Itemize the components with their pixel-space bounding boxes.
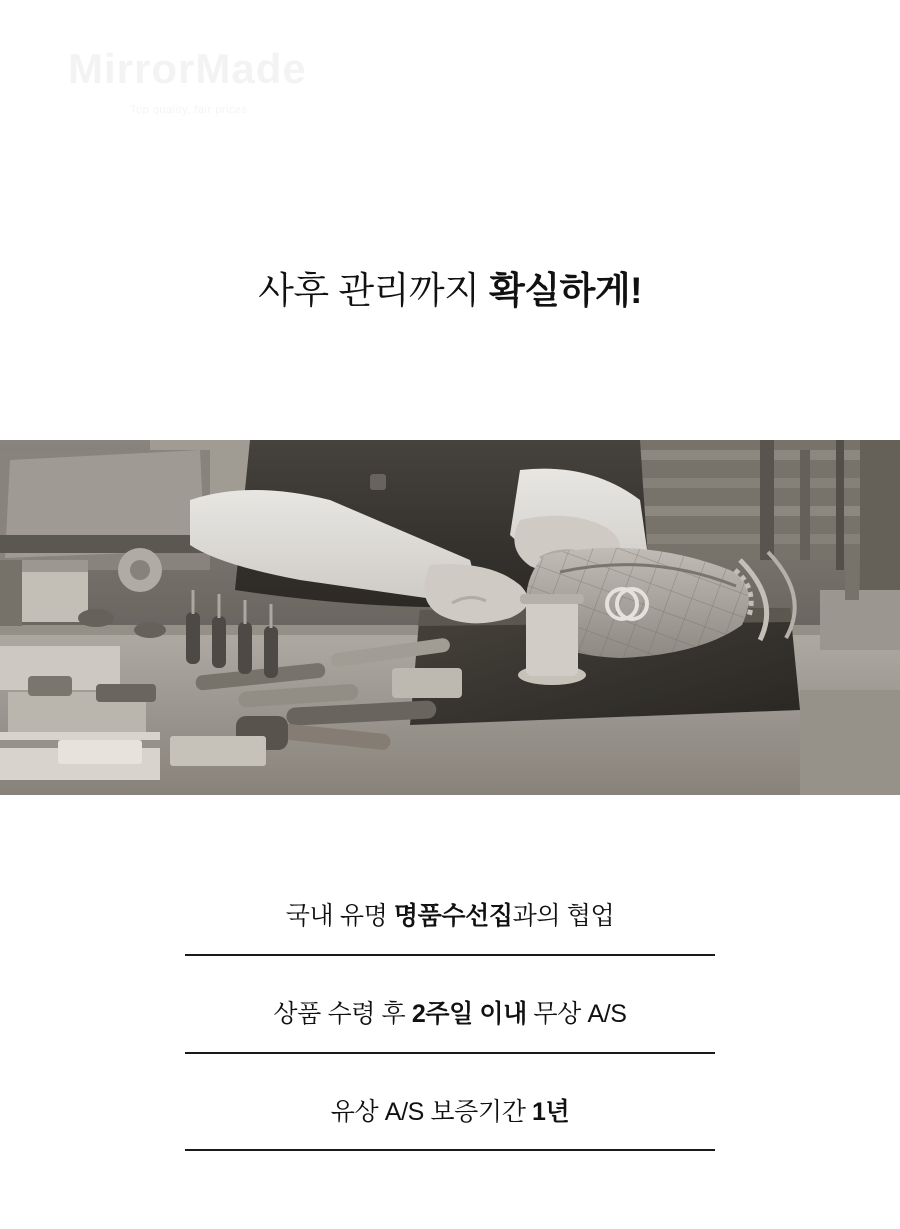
brand-watermark — [68, 45, 368, 116]
feature-text — [0, 900, 900, 954]
feature-suffix: 과의 협업 — [512, 902, 615, 930]
feature-emphasis: 2주일 이내 — [411, 999, 527, 1028]
brand-logo-text: MirrorMade — [68, 45, 307, 92]
feature-prefix: 유상 A/S 보증기간 — [330, 1097, 532, 1126]
feature-suffix: 무상 A/S — [526, 999, 627, 1028]
feature-text — [0, 998, 900, 1052]
feature-text — [0, 1096, 900, 1150]
page-headline — [0, 268, 900, 314]
headline-emphasis: 확실하게! — [489, 270, 642, 311]
feature-emphasis: 1년 — [531, 1097, 570, 1126]
headline-prefix: 사후 관리까지 — [258, 270, 490, 311]
workshop-photo-illustration — [0, 440, 900, 795]
feature-emphasis: 명품수선집 — [393, 902, 513, 930]
feature-prefix: 국내 유명 — [285, 902, 394, 930]
feature-item — [0, 1096, 900, 1152]
feature-divider — [185, 954, 715, 956]
feature-list — [0, 900, 900, 1193]
feature-prefix: 상품 수령 후 — [273, 999, 412, 1028]
brand-tagline: Top quality, fair prices — [130, 104, 248, 116]
workshop-photo — [0, 440, 900, 795]
feature-divider — [185, 1149, 715, 1151]
feature-divider — [185, 1052, 715, 1054]
feature-item — [0, 900, 900, 956]
feature-item — [0, 998, 900, 1054]
